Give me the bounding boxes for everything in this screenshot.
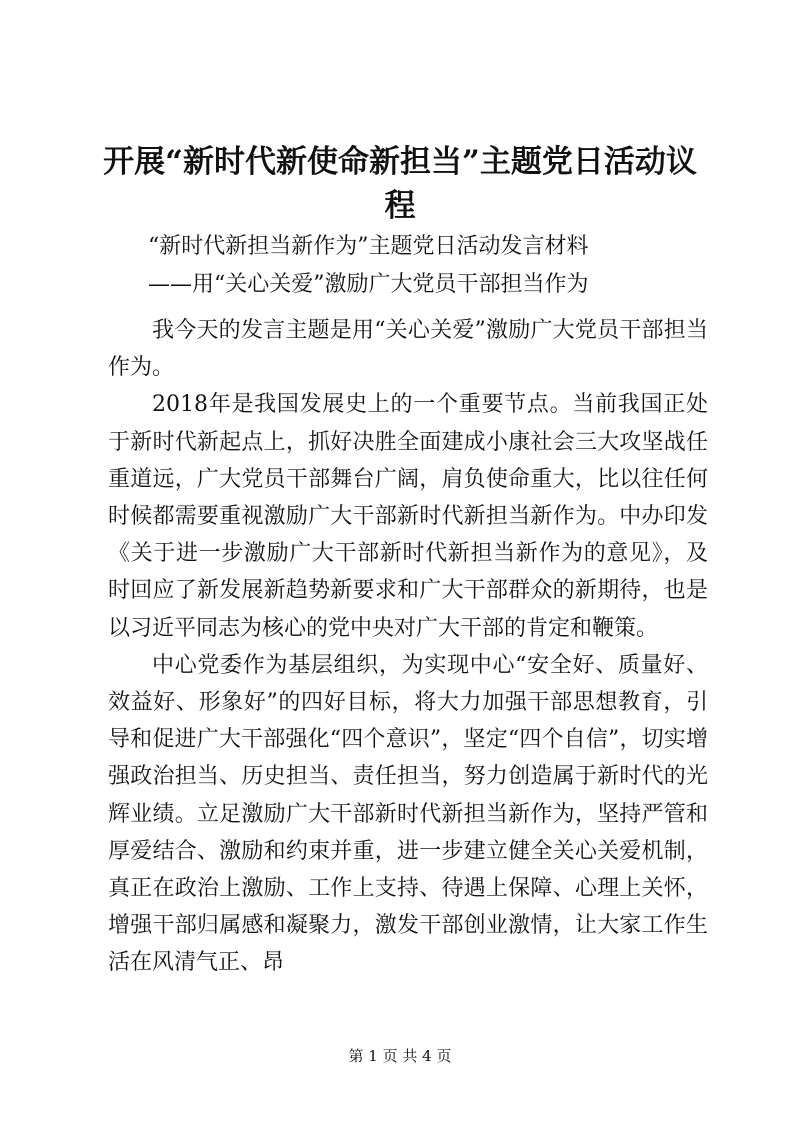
body-paragraph: 我今天的发言主题是用“关心关爱”激励广大党员干部担当作为。 [108,318,708,381]
document-title: 开展“新时代新使命新担当”主题党日活动议程 [103,144,697,224]
document-body [108,312,708,982]
body-paragraph: 中心党委作为基层组织，为实现中心“安全好、质量好、效益好、形象好”的四好目标，将大力加强干部思想教育，引导和促进广大干部强化“四个意识”，坚定“四个自信”，切实增强政治担当、历史担当、责任担当，努力创造属于新时代的光辉业绩。立足激励广大干部新时代新担当新作为，坚持严管和厚爱结合、激励和约束并重，进一步建立健全关心关爱机制，真正在政治上激励、工作上支持、待遇上保障、心理上关怀，增强干部归属感和凝聚力，激发干部创业激情，让大家工作生活在风清气正、昂 [108,652,708,976]
document-subtitle: “新时代新担当新作为”主题党日活动发言材料 [148,234,589,259]
document-subtitle-secondary: ——用“关心关爱”激励广大党员干部担当作为 [148,272,589,297]
body-paragraph: 2018年是我国发展史上的一个重要节点。当前我国正处于新时代新起点上，抓好决胜全面建成小康社会三大攻坚战任重道远，广大党员干部舞台广阔，肩负使命重大，比以往任何时候都需要重视激励广大干部新时代新担当新作为。中办印发《关于进一步激励广大干部新时代新担当新作为的意见》，及时回应了新发展新趋势新要求和广大干部群众的新期待，也是以习近平同志为核心的党中央对广大干部的肯定和鞭策。 [108,392,708,641]
page-footer: 第 1 页 共 4 页 [348,1047,452,1065]
